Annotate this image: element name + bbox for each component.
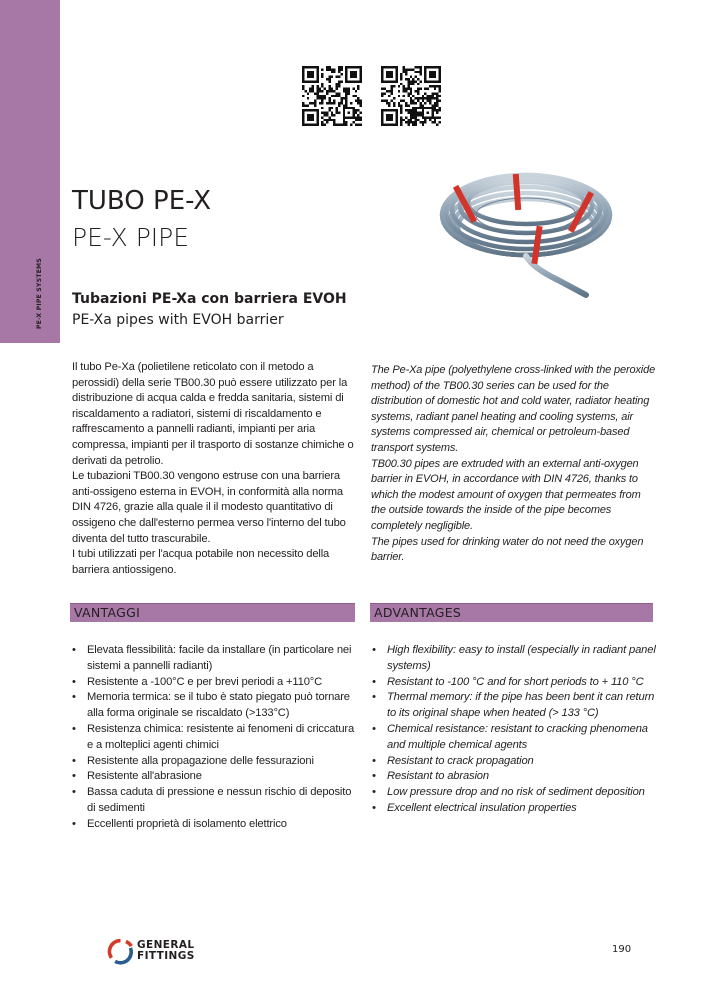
description-english [371, 363, 656, 566]
list-item: • Elevata flessibilità: facile da installare (in particolare nei sistemi a pannelli radianti) [71, 643, 359, 675]
paragraph: I tubi utilizzati per l'acqua potabile non necessito della barriera antiossigeno. [72, 548, 330, 576]
paragraph: Le tubazioni TB00.30 vengono estruse con una barriera anti-ossigeno esterna in EVOH, in conformità alla norma DIN 4726, grazie alla quale il il modesto quantitativo di ossigeno che dall'esterno permea verso l'interno del tubo diventa del tutto trascurabile. [72, 470, 346, 545]
list-item: • Chemical resistance: resistant to cracking phenomena and multiple chemical agents [371, 722, 659, 754]
list-item: • Bassa caduta di pressione e nessun rischio di deposito di sedimenti [71, 785, 359, 817]
list-item: • Resistant to -100 °C and for short periods to + 110 °C [371, 675, 659, 691]
page-title: TUBO PE-X [72, 186, 212, 216]
list-item: • Eccellenti proprietà di isolamento elettrico [71, 817, 359, 833]
logo-line: GENERAL [137, 939, 195, 951]
side-tab [0, 0, 60, 343]
subtitle: Tubazioni PE-Xa con barriera EVOH [72, 291, 347, 307]
page-title-english: PE-X PIPE [72, 223, 190, 252]
advantages-list-italian [71, 643, 359, 833]
list-item: • Excellent electrical insulation properties [371, 801, 659, 817]
logo-line: FITTINGS [137, 950, 195, 962]
paragraph: The pipes used for drinking water do not need the oxygen barrier. [371, 535, 644, 564]
list-item: • Resistenza chimica: resistente ai fenomeni di criccatura e a molteplici agenti chimici [71, 722, 359, 754]
company-logo [107, 936, 195, 966]
page-number: 190 [612, 944, 632, 955]
paragraph: TB00.30 pipes are extruded with an external anti-oxygen barrier in EVOH, in accordance with DIN 4726, thanks to which the modest amount of oxygen that permeates from the outside towards the inside of the pipe becomes completely negligible. [371, 457, 641, 532]
list-item: • High flexibility: easy to install (especially in radiant panel systems) [371, 643, 659, 675]
qr-code-icon[interactable] [302, 66, 362, 126]
description-italian [72, 360, 356, 578]
advantages-heading-english [370, 603, 653, 622]
list-item: • Memoria termica: se il tubo è stato piegato può tornare alla forma originale se riscaldato (>133°C) [71, 690, 359, 722]
pipe-coil-image [438, 160, 618, 300]
list-item: • Resistant to abrasion [371, 769, 659, 785]
paragraph: Il tubo Pe-Xa (polietilene reticolato con il metodo a perossidi) della serie TB00.30 può essere utilizzato per la distribuzione di acqua calda e fredda sanitaria, sistemi di riscaldamento a radiatori, sistemi di riscaldamento e raffrescamento a pannelli radianti, impianti per aria compressa, impianti per il trasporto di sostanze chimiche o derivati da petrolio. [72, 361, 354, 467]
list-item: • Resistente alla propagazione delle fessurazioni [71, 754, 359, 770]
section-heading: ADVANTAGES [374, 605, 462, 620]
section-label: PE-X PIPE SYSTEMS [36, 258, 43, 329]
list-item: • Low pressure drop and no risk of sediment deposition [371, 785, 659, 801]
general-fittings-logo-icon [107, 938, 134, 965]
paragraph: The Pe-Xa pipe (polyethylene cross-linked with the peroxide method) of the TB00.30 series can be used for the distribution of domestic hot and cold water, radiator heating systems, radiant panel heating and cooling systems, air systems compressed air, chemical or petroleum-based transport systems. [371, 364, 656, 454]
advantages-heading-italian [70, 603, 355, 622]
list-item: • Thermal memory: if the pipe has been bent it can return to its original shape when heated (> 133 °C) [371, 690, 659, 722]
advantages-list-english [371, 643, 659, 817]
list-item: • Resistant to crack propagation [371, 754, 659, 770]
subtitle-english: PE-Xa pipes with EVOH barrier [72, 312, 284, 328]
list-item: • Resistente all'abrasione [71, 769, 359, 785]
qr-code-icon[interactable] [381, 66, 441, 126]
list-item: • Resistente a -100°C e per brevi periodi a +110°C [71, 675, 359, 691]
section-heading: VANTAGGI [74, 605, 141, 620]
